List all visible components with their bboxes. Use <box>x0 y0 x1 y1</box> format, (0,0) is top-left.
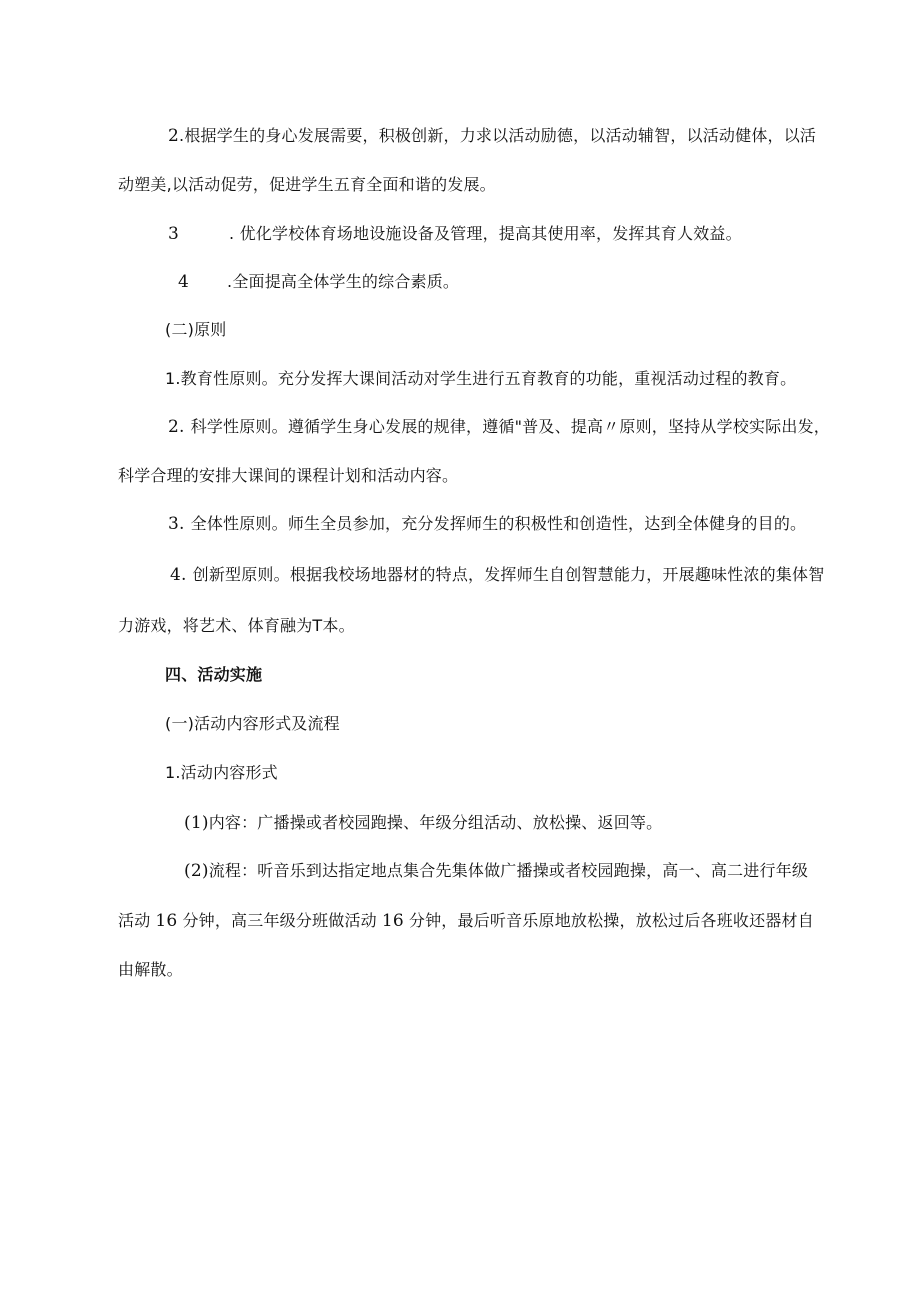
principle-4-line-1 <box>170 564 824 586</box>
content-item-number: (1) <box>184 813 209 833</box>
principle-2-line-2: 科学合理的安排大课间的课程计划和活动内容。 <box>118 466 459 485</box>
subsection-1-heading: (一)活动内容形式及流程 <box>165 714 340 733</box>
principle-3-text: 全体性原则。师生全员参加，充分发挥师生的积极性和创造性，达到全体健身的目的。 <box>190 514 807 533</box>
goal-item-4 <box>178 271 459 293</box>
goal-item-3-number: 3 <box>168 224 180 244</box>
flow-item-number: (2) <box>184 861 209 881</box>
principle-1: 1.教育性原则。充分发挥大课间活动对学生进行五育教育的功能，重视活动过程的教育。 <box>165 369 797 388</box>
goal-item-4-text: .全面提高全体学生的综合素质。 <box>227 272 460 291</box>
goal-item-2-line-2: 动塑美,以活动促劳，促进学生五育全面和谐的发展。 <box>118 175 496 194</box>
flow-item-line-2-part-b: 分钟，高三年级分班做活动 <box>182 911 377 930</box>
goal-item-2-text: .根据学生的身心发展需要，积极创新，力求以活动励德，以活动辅智，以活动健体，以活 <box>179 126 817 145</box>
goal-item-2-line-1 <box>168 125 816 147</box>
principle-2-text: 科学性原则。遵循学生身心发展的规律，遵循"普及、提高〃原则，坚持从学校实际出发， <box>190 417 830 436</box>
principle-2-number: 2. <box>168 417 185 437</box>
principle-4-text: 创新型原则。根据我校场地器材的特点，发挥师生自创智慧能力，开展趣味性浓的集体智 <box>192 565 825 584</box>
principle-3 <box>168 513 806 535</box>
goal-item-2-number: 2 <box>168 126 180 146</box>
subsection-1-1-heading: 1.活动内容形式 <box>165 763 278 782</box>
flow-item-line-3: 由解散。 <box>118 960 183 979</box>
principles-heading: (二)原则 <box>165 320 227 339</box>
principle-2-line-1 <box>168 416 830 438</box>
goal-item-3-text: . 优化学校体育场地设施设备及管理，提高其使用率，发挥其育人效益。 <box>229 224 742 243</box>
flow-item-line-2 <box>118 910 814 932</box>
flow-item-line-1 <box>184 860 808 882</box>
flow-item-duration-1: 16 <box>155 911 178 931</box>
content-item-text: 内容：广播操或者校园跑操、年级分组活动、放松操、返回等。 <box>208 813 663 832</box>
flow-item-text: 流程：听音乐到达指定地点集合先集体做广播操或者校园跑操，高一、高二进行年级 <box>208 861 809 880</box>
principle-4-number: 4. <box>170 565 187 585</box>
flow-item-line-2-part-c: 分钟，最后听音乐原地放松操，放松过后各班收还器材自 <box>408 911 814 930</box>
section-4-heading: 四、活动实施 <box>165 665 263 684</box>
flow-item-duration-2: 16 <box>381 911 404 931</box>
principle-4-line-2: 力游戏，将艺术、体育融为T本。 <box>118 616 355 635</box>
content-item <box>184 812 662 834</box>
flow-item-line-2-part-a: 活动 <box>118 911 151 930</box>
goal-item-4-number: 4 <box>178 272 190 292</box>
principle-3-number: 3. <box>168 514 185 534</box>
goal-item-3 <box>168 223 742 245</box>
